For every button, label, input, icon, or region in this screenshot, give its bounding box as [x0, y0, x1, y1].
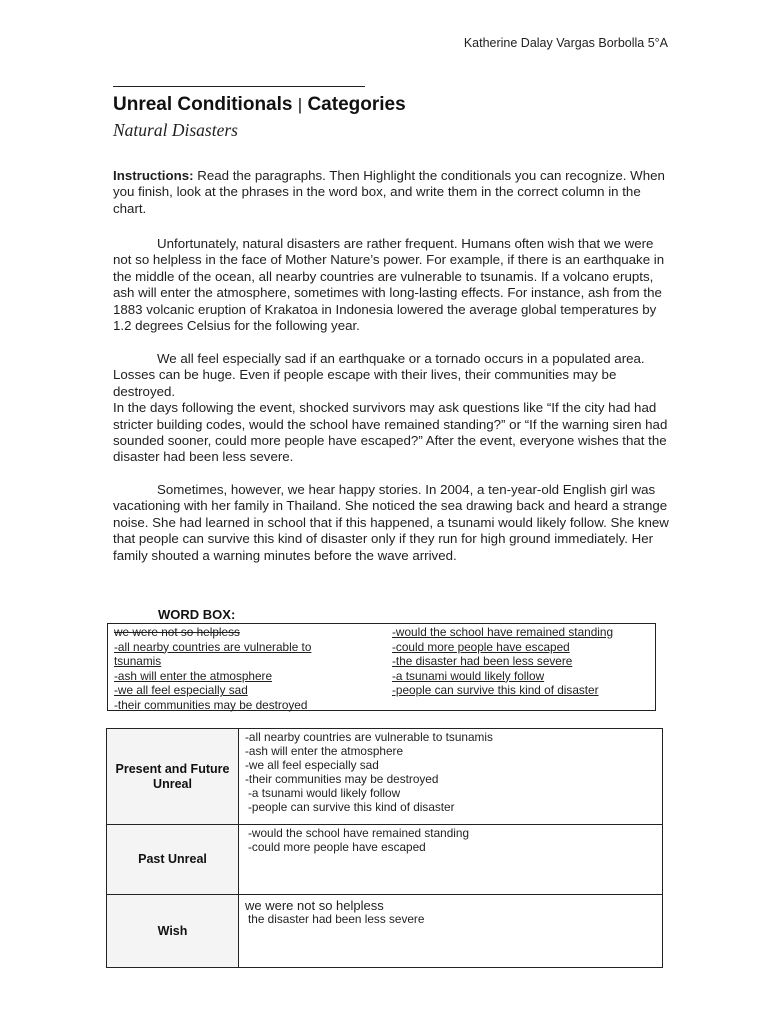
chart-row-present-future: [107, 729, 663, 825]
word-box-item: -their communities may be destroyed: [114, 697, 308, 712]
chart-item: the disaster had been less severe: [248, 912, 425, 926]
chart-item: -ash will enter the atmosphere: [245, 743, 404, 758]
category-items: [239, 895, 663, 968]
paragraph-1: [113, 236, 673, 334]
word-box-item: -we all feel especially sad: [114, 683, 248, 698]
word-box-item: we were not so helpless: [114, 625, 240, 639]
page-title: [113, 94, 406, 116]
name-line-divider: [113, 86, 365, 87]
paragraph-4-text: Sometimes, however, we hear happy stories. In 2004, a ten-year-old English girl was vacationing with her family in Thailand. She noticed the sea drawing back and heard a strange noise. She had learned in school that if this happened, a tsunami would likely follow. She knew that people can survive this kind of disaster only if they run for high ground immediately. Her family shouted a warning minutes before the wave arrived.: [113, 482, 669, 563]
word-box-item: -the disaster had been less severe: [392, 654, 573, 669]
title-main: Unreal Conditionals: [113, 94, 293, 115]
chart-row-past: [107, 825, 663, 895]
word-box-item: -all nearby countries are vulnerable to tsunamis: [114, 639, 312, 669]
chart-item: -all nearby countries are vulnerable to tsunamis: [245, 730, 493, 744]
word-box-left-column: [114, 625, 354, 713]
title-separator: |: [297, 95, 303, 114]
chart-item: we were not so helpless: [245, 898, 384, 913]
paragraph-1-text: Unfortunately, natural disasters are rather frequent. Humans often wish that we were not so helpless in the face of Mother Nature’s power. For example, if there is an earthquake in the middle of the ocean, all nearby countries are vulnerable to tsunamis. If a volcano erupts, ash will enter the atmosphere, sometimes with long-lasting effects. For instance, ash from the 1883 volcanic eruption of Krakatoa in Indonesia lowered the average global temperatures by 1.2 degrees Celsius for the following year.: [113, 236, 665, 334]
chart-item: -we all feel especially sad: [245, 757, 379, 772]
title-category: Categories: [307, 94, 406, 115]
instructions-label: Instructions:: [113, 168, 194, 183]
category-items: [239, 729, 663, 825]
author-name: Katherine Dalay Vargas Borbolla 5°A: [463, 36, 668, 50]
category-label: Present and Future Unreal: [107, 729, 239, 825]
chart-item: -could more people have escaped: [248, 839, 426, 854]
category-label: Wish: [107, 895, 239, 968]
word-box-right-column: [392, 625, 654, 698]
page-subtitle: Natural Disasters: [113, 120, 238, 140]
chart-item: -would the school have remained standing: [248, 826, 470, 840]
word-box-item: -would the school have remained standing: [392, 625, 614, 639]
instructions-text: Read the paragraphs. Then Highlight the conditionals you can recognize. When you finish, look at the phrases in the word box, and write them in the correct column in the chart.: [113, 168, 665, 216]
chart-item: -their communities may be destroyed: [245, 771, 439, 786]
paragraph-3-text: In the days following the event, shocked survivors may ask questions like “If the city had had stricter building codes, would the school have remained standing?” or “If the warning siren had sounded sooner, could more people have escaped?” After the event, everyone wishes that the disaster had been less severe.: [113, 400, 668, 465]
word-box-item: -people can survive this kind of disaster: [392, 683, 599, 698]
category-label: Past Unreal: [107, 825, 239, 895]
instructions: [113, 168, 673, 217]
paragraph-2-text: We all feel especially sad if an earthquake or a tornado occurs in a populated area. Losses can be huge. Even if people escape with their lives, their communities may be destroyed.: [113, 351, 645, 399]
paragraph-2: [113, 351, 673, 466]
word-box-item: -a tsunami would likely follow: [392, 668, 545, 683]
chart-item: -people can survive this kind of disaster: [248, 799, 455, 814]
word-box-label: WORD BOX:: [158, 607, 236, 622]
chart-item: -a tsunami would likely follow: [248, 785, 401, 800]
chart-row-wish: [107, 895, 663, 968]
word-box-item: -could more people have escaped: [392, 639, 570, 654]
word-box: [107, 623, 656, 711]
category-items: [239, 825, 663, 895]
paragraph-4: [113, 482, 673, 564]
word-box-item: -ash will enter the atmosphere: [114, 668, 273, 683]
category-chart: [106, 728, 663, 968]
